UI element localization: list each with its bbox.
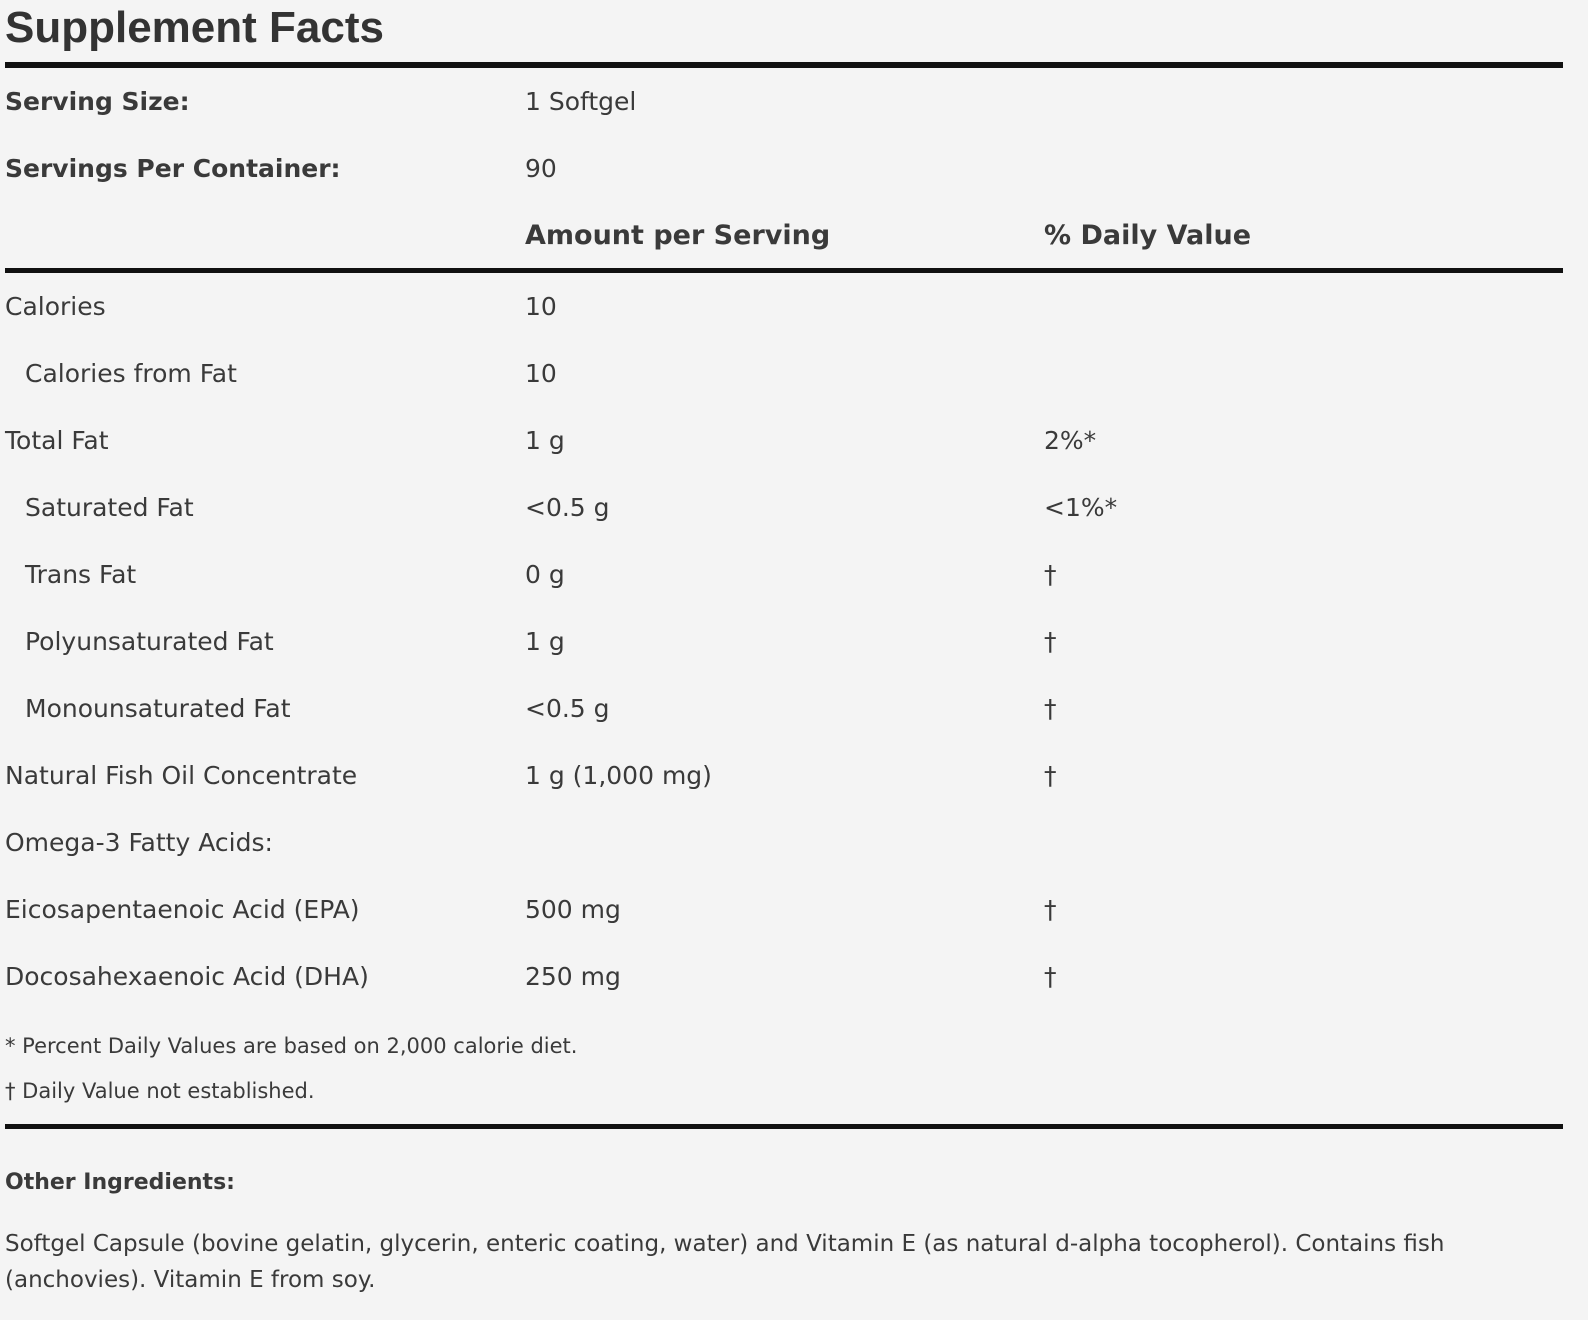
servings-per-container-label: Servings Per Container: [5, 154, 341, 183]
nutrient-row-omega-3 [5, 823, 1563, 863]
nutrient-daily-value: † [1044, 895, 1057, 924]
amount-per-serving-header: Amount per Serving [525, 220, 831, 251]
nutrient-row-calories-from-fat [5, 354, 1563, 394]
nutrient-name: Omega-3 Fatty Acids: [5, 828, 273, 857]
nutrient-amount: 0 g [525, 560, 565, 589]
footnote-percent-daily-values: * Percent Daily Values are based on 2,000 calorie diet. [5, 1034, 578, 1058]
nutrient-row-polyunsaturated-fat [5, 622, 1563, 662]
nutrient-name: Trans Fat [25, 560, 137, 589]
servings-per-container-row [5, 149, 1563, 189]
nutrient-amount: 500 mg [525, 895, 621, 924]
nutrient-row-fish-oil [5, 756, 1563, 796]
nutrient-name: Docosahexaenoic Acid (DHA) [5, 962, 369, 991]
other-ingredients-label: Other Ingredients: [5, 1170, 235, 1195]
panel-title: Supplement Facts [5, 3, 384, 52]
nutrient-amount: <0.5 g [525, 493, 610, 522]
nutrient-amount: 1 g (1,000 mg) [525, 761, 712, 790]
nutrient-daily-value: <1%* [1044, 493, 1118, 522]
nutrient-daily-value: † [1044, 761, 1057, 790]
serving-size-row [5, 82, 1563, 122]
nutrient-amount: 10 [525, 359, 557, 388]
bottom-thick-divider [5, 1124, 1563, 1129]
nutrient-daily-value: † [1044, 694, 1057, 723]
nutrient-amount: 250 mg [525, 962, 621, 991]
header-divider [5, 268, 1563, 273]
nutrient-daily-value: † [1044, 560, 1057, 589]
nutrient-name: Saturated Fat [25, 493, 194, 522]
nutrient-row-total-fat [5, 421, 1563, 461]
nutrient-amount: 1 g [525, 426, 565, 455]
nutrient-name: Total Fat [5, 426, 109, 455]
servings-per-container-value: 90 [525, 154, 557, 183]
nutrient-daily-value: † [1044, 627, 1057, 656]
nutrient-daily-value: 2%* [1044, 426, 1097, 455]
nutrient-amount: 1 g [525, 627, 565, 656]
serving-size-value: 1 Softgel [525, 87, 637, 116]
nutrient-name: Natural Fish Oil Concentrate [5, 761, 358, 790]
nutrient-name: Calories from Fat [25, 359, 237, 388]
nutrient-name: Eicosapentaenoic Acid (EPA) [5, 895, 360, 924]
nutrient-row-epa [5, 890, 1563, 930]
nutrient-row-monounsaturated-fat [5, 689, 1563, 729]
footnote-daily-value-not-established: † Daily Value not established. [5, 1079, 315, 1103]
nutrient-amount: <0.5 g [525, 694, 610, 723]
nutrient-daily-value: † [1044, 962, 1057, 991]
other-ingredients-text: Softgel Capsule (bovine gelatin, glycerin, enteric coating, water) and Vitamin E (as natural d-alpha tocopherol). Contains fish (anchovies). Vitamin E from soy. [5, 1231, 1445, 1293]
nutrient-row-saturated-fat [5, 488, 1563, 528]
nutrient-row-calories [5, 287, 1563, 327]
nutrient-amount: 10 [525, 292, 557, 321]
top-thick-divider [5, 62, 1563, 68]
column-header-row [5, 216, 1563, 256]
daily-value-header: % Daily Value [1044, 220, 1252, 251]
nutrient-name: Calories [5, 292, 106, 321]
nutrient-name: Monounsaturated Fat [25, 694, 291, 723]
nutrient-row-trans-fat [5, 555, 1563, 595]
nutrient-name: Polyunsaturated Fat [25, 627, 274, 656]
nutrient-row-dha [5, 957, 1563, 997]
serving-size-label: Serving Size: [5, 87, 190, 116]
